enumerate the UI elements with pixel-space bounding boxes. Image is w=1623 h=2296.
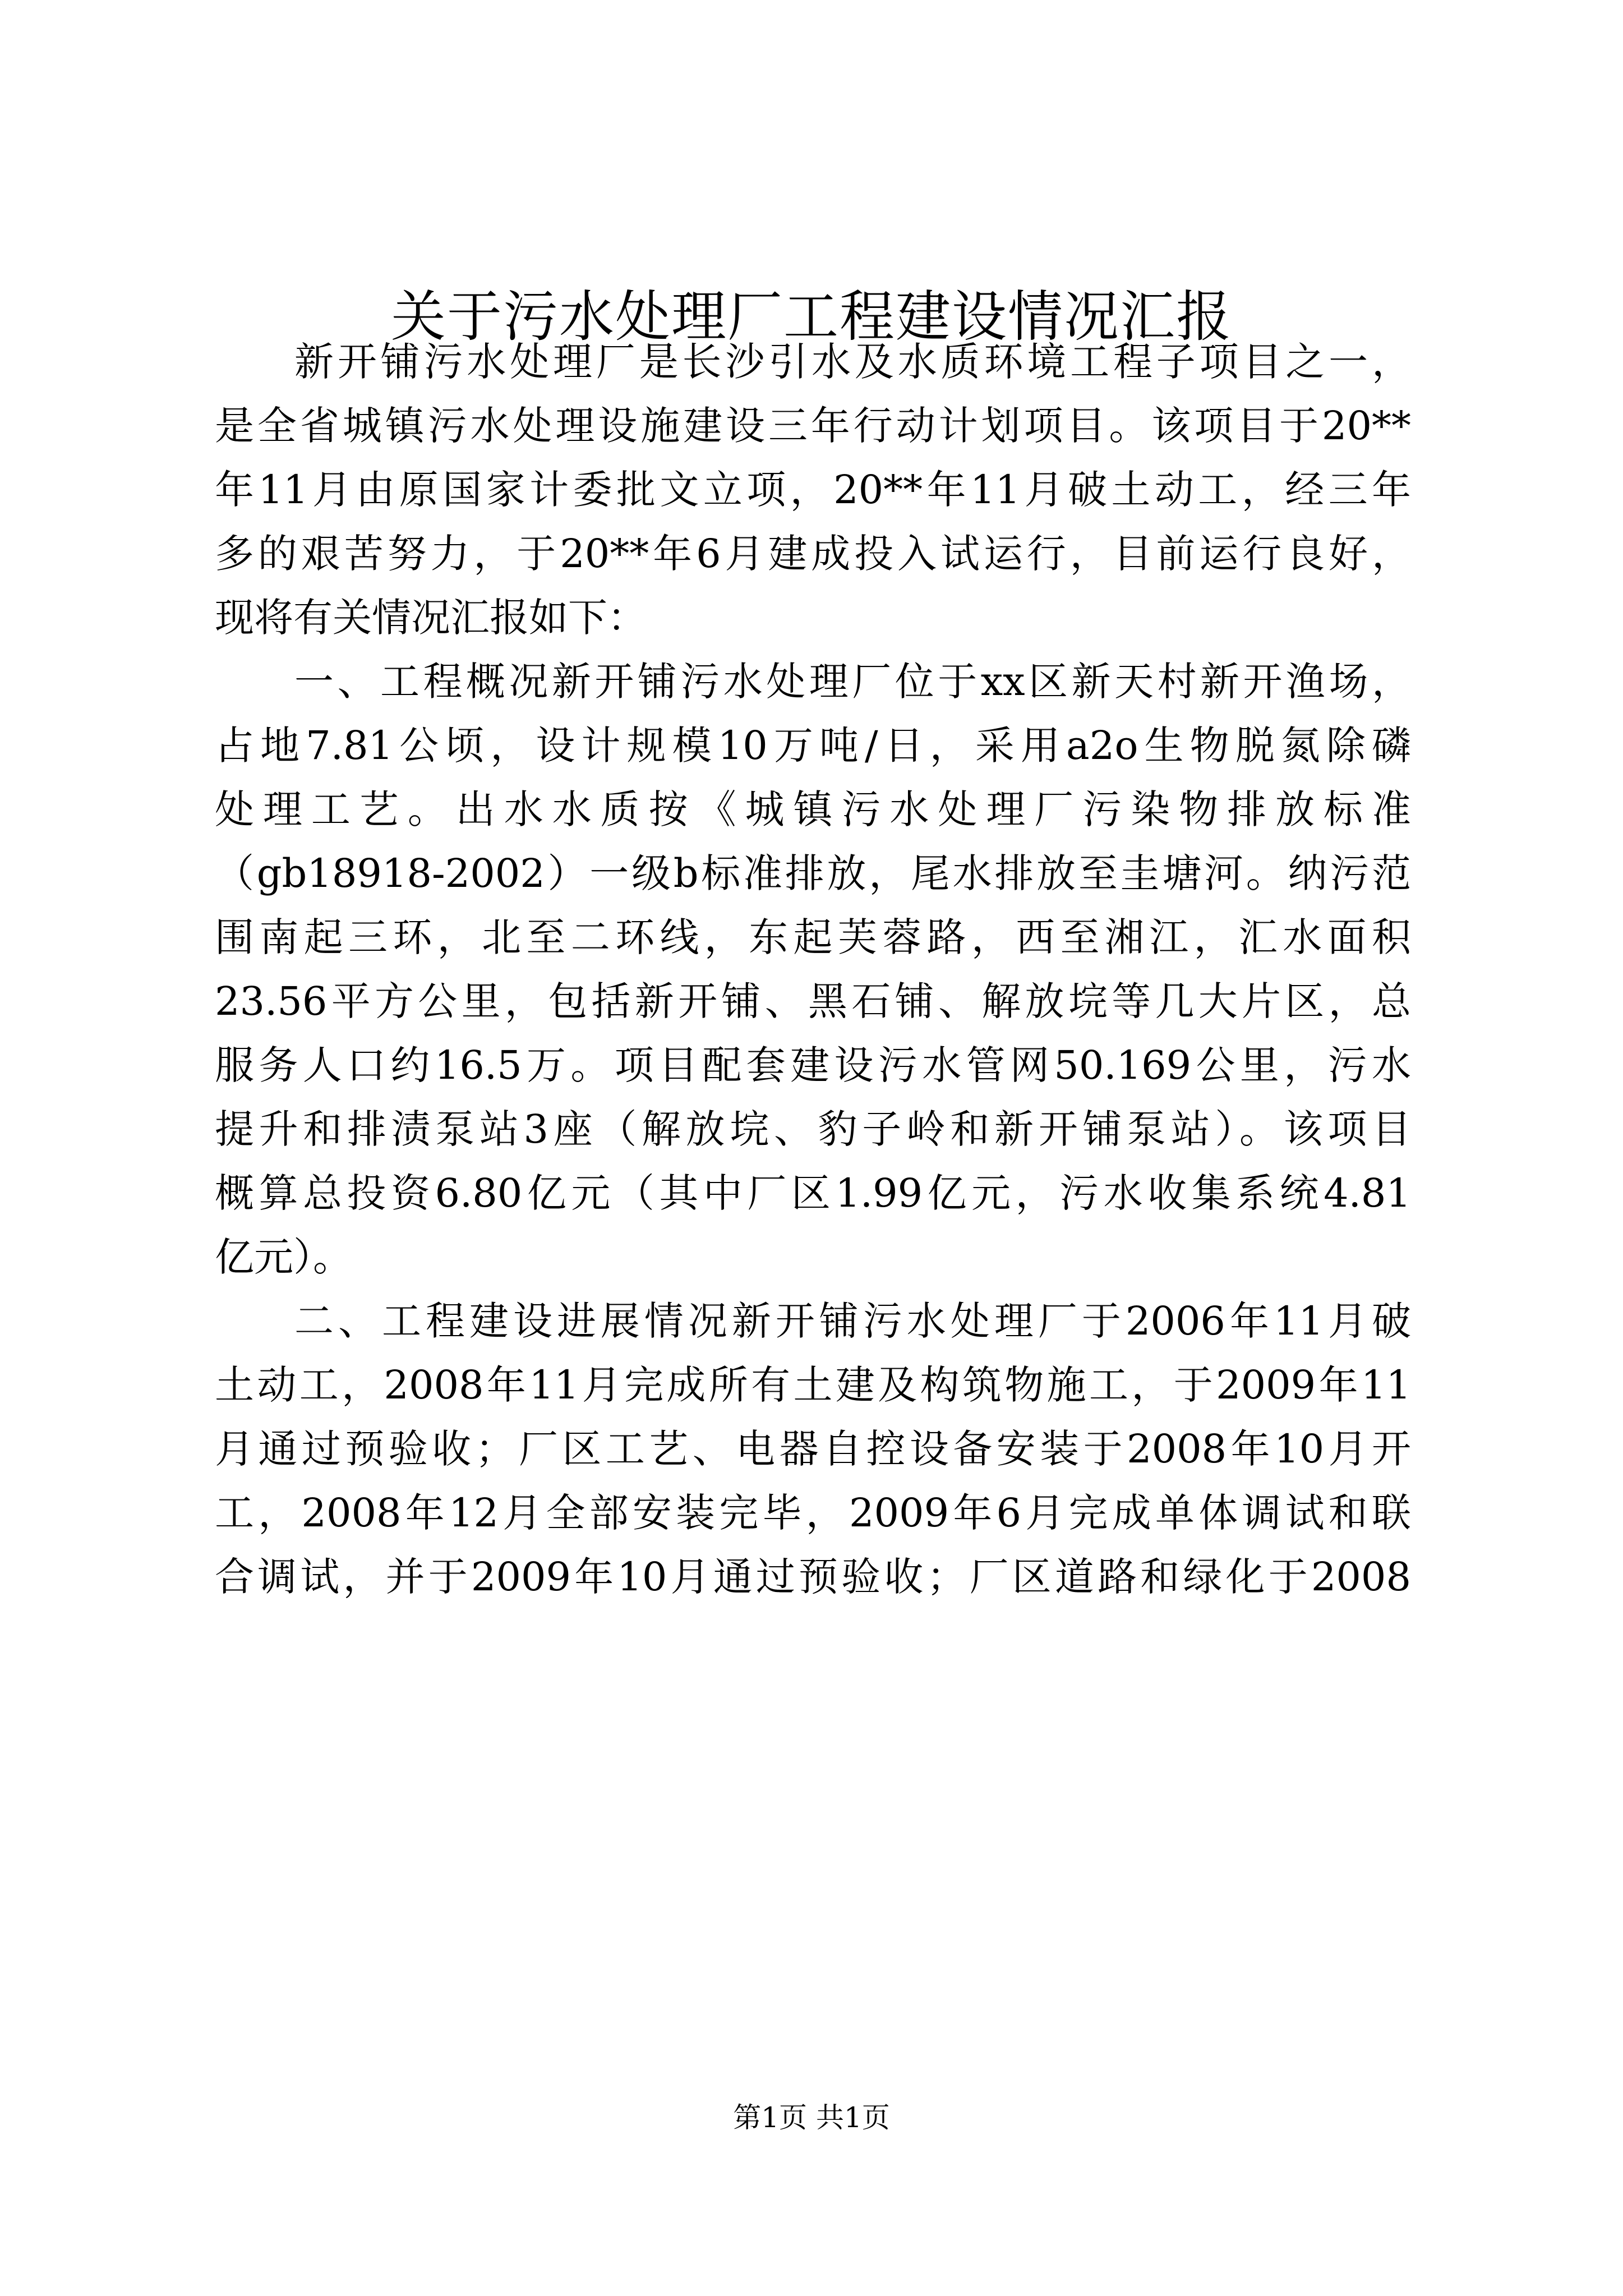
body-line-17: 土动工，2008年11月完成所有土建及构筑物施工，于2009年11	[215, 1362, 1411, 1408]
body-line-4: 多的艰苦努力，于20**年6月建成投入试运行，目前运行良好，	[215, 531, 1411, 577]
body-line-1: 新开铺污水处理厂是长沙引水及水质环境工程子项目之一，	[294, 339, 1411, 385]
body-line-10: 围南起三环，北至二环线，东起芙蓉路，西至湘江，汇水面积	[215, 914, 1411, 960]
body-line-19: 工，2008年12月全部安装完毕，2009年6月完成单体调试和联	[215, 1490, 1411, 1536]
body-line-6: 一、工程概况新开铺污水处理厂位于xx区新天村新开渔场，	[294, 659, 1411, 705]
body-line-14: 概算总投资6.80亿元（其中厂区1.99亿元，污水收集系统4.81	[215, 1170, 1411, 1216]
body-line-18: 月通过预验收；厂区工艺、电器自控设备安装于2008年10月开	[215, 1426, 1411, 1472]
document-title: 关于污水处理厂工程建设情况汇报	[390, 285, 1232, 349]
body-line-16: 二、工程建设进展情况新开铺污水处理厂于2006年11月破	[294, 1298, 1411, 1344]
body-line-3: 年11月由原国家计委批文立项，20**年11月破土动工，经三年	[215, 467, 1411, 513]
body-line-15: 亿元）。	[215, 1234, 352, 1280]
body-line-2: 是全省城镇污水处理设施建设三年行动计划项目。该项目于20**	[215, 403, 1411, 449]
body-line-5: 现将有关情况汇报如下：	[215, 595, 647, 641]
body-line-20: 合调试，并于2009年10月通过预验收；厂区道路和绿化于2008	[215, 1554, 1411, 1600]
body-line-8: 处理工艺。出水水质按《城镇污水处理厂污染物排放标准	[215, 786, 1411, 832]
body-line-7: 占地7.81公顷，设计规模10万吨/日，采用a2o生物脱氮除磷	[215, 723, 1411, 769]
body-line-12: 服务人口约16.5万。项目配套建设污水管网50.169公里，污水	[215, 1042, 1411, 1088]
body-line-9: （gb18918-2002）一级b标准排放，尾水排放至圭塘河。纳污范	[215, 850, 1411, 896]
page-footer: 第1页 共1页	[733, 2101, 890, 2134]
body-line-13: 提升和排渍泵站3座（解放垸、豹子岭和新开铺泵站）。该项目	[215, 1106, 1411, 1152]
body-line-11: 23.56平方公里，包括新开铺、黑石铺、解放垸等几大片区，总	[215, 978, 1411, 1024]
